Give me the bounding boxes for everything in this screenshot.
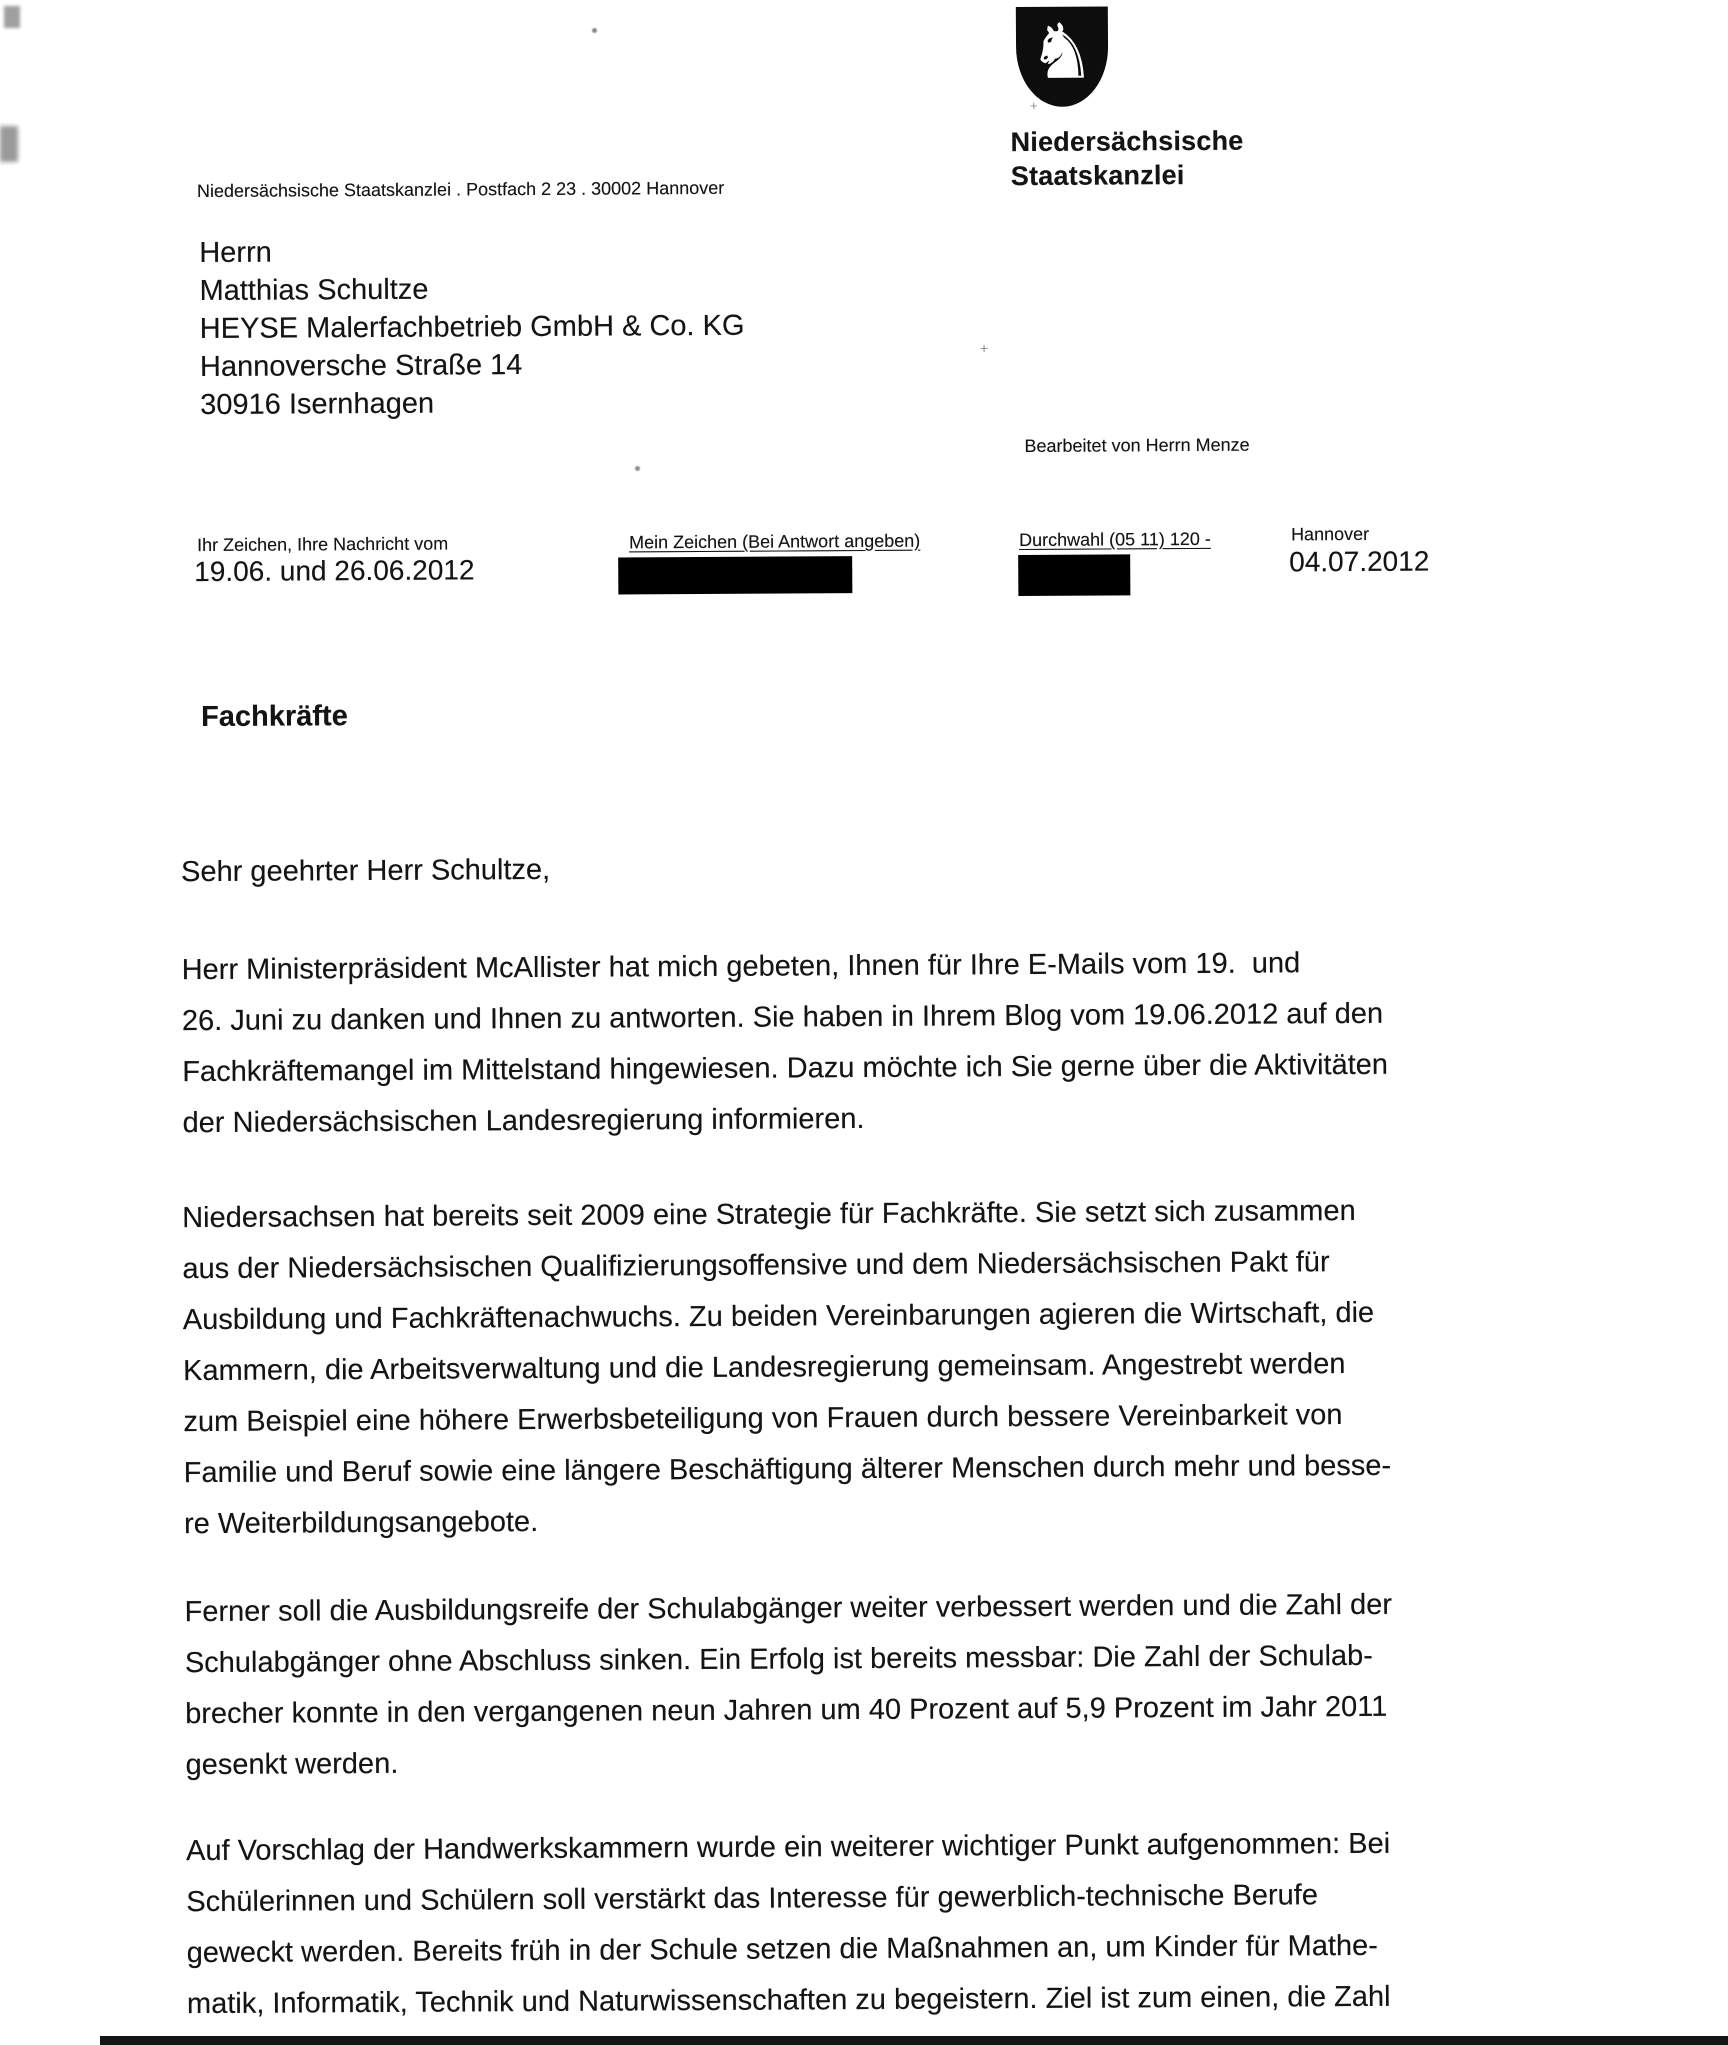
text-line: gesenkt werden. xyxy=(185,1747,399,1782)
text-line: der Niedersächsischen Landesregierung informieren. xyxy=(182,1102,865,1140)
text-line: 30916 Isernhagen xyxy=(200,387,435,422)
text-line: zum Beispiel eine höhere Erwerbsbeteiligung von Frauen durch bessere Vereinbarkeit von xyxy=(183,1399,1343,1439)
salutation xyxy=(181,845,550,898)
text-line: Ferner soll die Ausbildungsreife der Schulabgänger weiter verbessert werden und die Zahl der xyxy=(184,1588,1393,1629)
recipient-address-block xyxy=(199,231,745,424)
text-line: Herr Ministerpräsident McAllister hat mich gebeten, Ihnen für Ihre E-Mails vom 19. und xyxy=(181,947,1301,987)
paragraph-3 xyxy=(184,1580,1393,1791)
text-line: Matthias Schultze xyxy=(199,273,429,308)
phone-extension-label: Durchwahl (05 11) 120 - xyxy=(1018,528,1211,551)
text-line: matik, Informatik, Technik und Naturwissenschaften zu begeistern. Ziel ist zum einen, die Zahl xyxy=(186,1980,1391,2021)
text-line: re Weiterbildungsangebote. xyxy=(183,1505,539,1541)
agency-name-line2: Staatskanzlei xyxy=(1010,160,1185,192)
agency-name-line1: Niedersächsische xyxy=(1010,125,1244,158)
text-line: Fachkräftemangel im Mittelstand hingewiesen. Dazu möchte ich Sie gerne über die Aktivitäten xyxy=(182,1048,1389,1089)
text-line: Kammern, die Arbeitsverwaltung und die Landesregierung gemeinsam. Angestrebt werden xyxy=(183,1348,1346,1388)
text-line: Niedersachsen hat bereits seit 2009 eine Strategie für Fachkräfte. Sie setzt sich zusammen xyxy=(182,1195,1356,1235)
your-reference-value: 19.06. und 26.06.2012 xyxy=(194,554,475,588)
paragraph-4 xyxy=(186,1819,1391,2030)
text-line: Hannoversche Straße 14 xyxy=(199,349,523,384)
text-line: Ausbildung und Fachkräftenachwuchs. Zu beiden Vereinbarungen agieren die Wirtschaft, die xyxy=(182,1296,1375,1337)
paragraph-2 xyxy=(182,1186,1392,1550)
place-label: Hannover xyxy=(1290,523,1370,545)
text-line: Herrn xyxy=(199,236,272,270)
scan-artifact: + xyxy=(1030,98,1038,113)
salutation-text: Sehr geehrter Herr Schultze, xyxy=(180,853,551,889)
redaction-bar-phone-extension xyxy=(1018,554,1130,596)
text-line: brecher konnte in den vergangenen neun Jahren um 40 Prozent auf 5,9 Prozent im Jahr 2011 xyxy=(185,1690,1388,1731)
paragraph-1 xyxy=(182,938,1389,1149)
text-line: geweckt werden. Bereits früh in der Schule setzen die Maßnahmen an, um Kinder für Mathe- xyxy=(186,1929,1378,1970)
text-line: Schülerinnen und Schülern soll verstärkt das Interesse für gewerblich-technische Berufe xyxy=(186,1879,1319,1919)
your-reference-label: Ihr Zeichen, Ihre Nachricht vom xyxy=(197,533,449,556)
lower-saxony-coat-of-arms xyxy=(1016,6,1109,107)
subject-line: Fachkräfte xyxy=(201,700,348,734)
text-line: Schulabgänger ohne Abschluss sinken. Ein Erfolg ist bereits messbar: Die Zahl der Schulab- xyxy=(184,1639,1374,1680)
text-line: Auf Vorschlag der Handwerkskammern wurde ein weiterer wichtiger Punkt aufgenommen: Bei xyxy=(185,1827,1391,1868)
letter-date: 04.07.2012 xyxy=(1289,545,1430,578)
redaction-bar-my-reference xyxy=(618,556,852,594)
sender-return-line: Niedersächsische Staatskanzlei . Postfach 2 23 . 30002 Hannover xyxy=(196,177,725,202)
processed-by-note: Bearbeitet von Herrn Menze xyxy=(1024,434,1250,457)
text-line: Familie und Beruf sowie eine längere Beschäftigung älterer Menschen durch mehr und besse- xyxy=(183,1449,1392,1490)
horse-icon: ♞ xyxy=(1027,6,1097,96)
text-line: 26. Juni zu danken und Ihnen zu antworten. Sie haben in Ihrem Blog vom 19.06.2012 auf den xyxy=(181,997,1384,1038)
my-reference-label: Mein Zeichen (Bei Antwort angeben) xyxy=(629,530,921,553)
text-line: HEYSE Malerfachbetrieb GmbH & Co. KG xyxy=(199,309,745,346)
scan-artifact: + xyxy=(980,340,989,356)
text-line: aus der Niedersächsischen Qualifizierungsoffensive und dem Niedersächsischen Pakt für xyxy=(182,1246,1330,1286)
